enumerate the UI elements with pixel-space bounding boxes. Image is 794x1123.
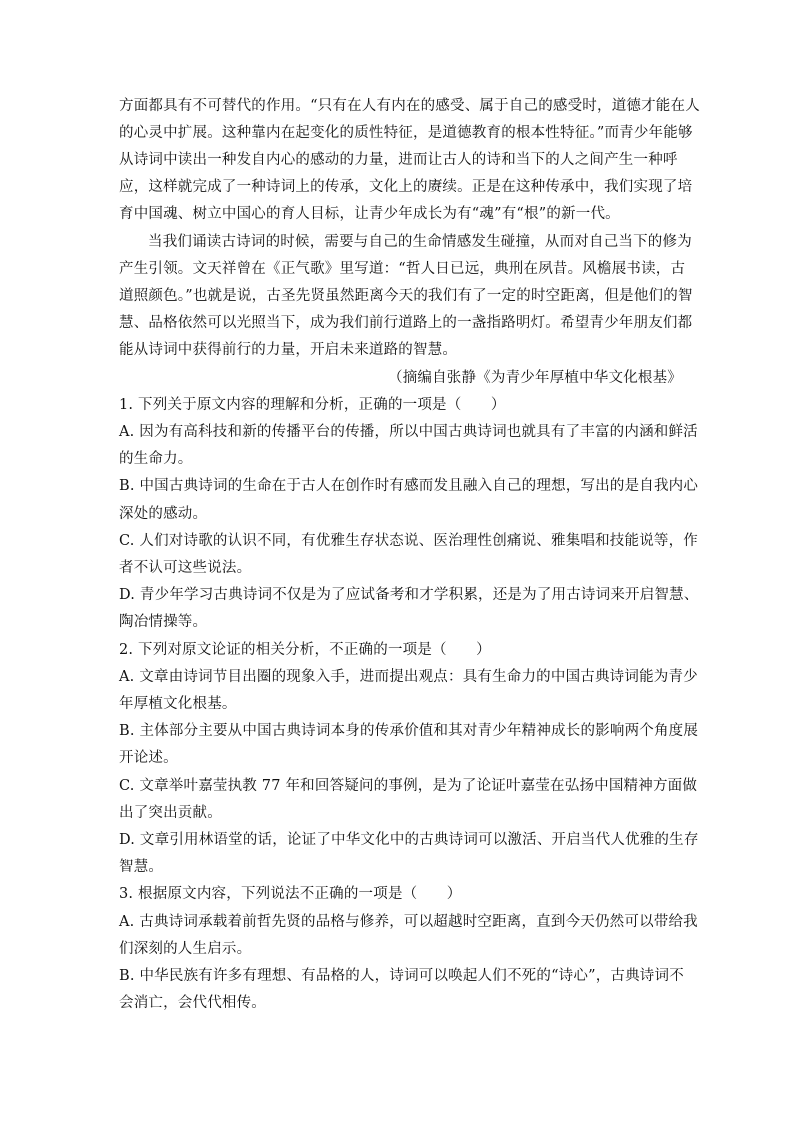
passage-line: 从诗词中读出一种发自内心的感动的力量，进而让古人的诗和当下的人之间产生一种呼: [119, 152, 678, 168]
question-1-option-c-cont: 者不认可这些说法。: [119, 560, 252, 576]
question-1-option-c: C. 人们对诗歌的认识不同，有优雅生存状态说、医治理性创痛说、雅集唱和技能说等，作: [119, 533, 698, 549]
question-2-option-c-cont: 出了突出贡献。: [119, 805, 222, 821]
question-3-option-a-cont: 们深刻的人生启示。: [119, 941, 252, 957]
passage-line: 产生引领。文天祥曾在《正气歌》里写道：“哲人日已远，典刑在夙昔。风檐展书读，古: [119, 261, 686, 277]
source-citation: （摘编自张静《为青少年厚植中华文化根基》: [388, 370, 682, 386]
question-3-stem: 3. 根据原文内容，下列说法不正确的一项是（ ）: [119, 886, 462, 902]
passage-line: 应，这样就完成了一种诗词上的传承，文化上的赓续。正是在这种传承中，我们实现了培: [119, 179, 693, 195]
passage-line: 的心灵中扩展。这种靠内在起变化的质性特征，是道德教育的根本性特征。”而青少年能够: [119, 125, 693, 141]
question-1-option-d: D. 青少年学习古典诗词不仅是为了应试备考和才学积累，还是为了用古诗词来开启智慧、: [119, 587, 699, 603]
question-3-option-b: B. 中华民族有许多有理想、有品格的人，诗词可以唤起人们不死的“诗心”，古典诗词不: [119, 968, 684, 984]
passage-line: 道照颜色。”也就是说，古圣先贤虽然距离今天的我们有了一定的时空距离，但是他们的智: [119, 288, 693, 304]
question-2-option-a-cont: 年厚植文化根基。: [119, 696, 237, 712]
question-2-option-b-cont: 开论述。: [119, 750, 178, 766]
question-1-option-b-cont: 深处的感动。: [119, 506, 208, 522]
passage-line: 方面都具有不可替代的作用。“只有在人有内在的感受、属于自己的感受时，道德才能在人: [119, 98, 700, 114]
question-3-option-b-cont: 会消亡，会代代相传。: [119, 995, 266, 1011]
question-1-option-a-cont: 的生命力。: [119, 451, 193, 467]
question-2-stem: 2. 下列对原文论证的相关分析，不正确的一项是（ ）: [119, 642, 491, 658]
question-1-stem: 1. 下列关于原文内容的理解和分析，正确的一项是（ ）: [119, 397, 506, 413]
question-1-option-d-cont: 陶冶情操等。: [119, 614, 208, 630]
question-2-option-d: D. 文章引用林语堂的话，论证了中华文化中的古典诗词可以激活、开启当代人优雅的生存: [119, 832, 699, 848]
passage-line: 育中国魂、树立中国心的育人目标，让青少年成长为有“魂”有“根”的新一代。: [119, 206, 620, 222]
question-2-option-b: B. 主体部分主要从中国古典诗词本身的传承价值和其对青少年精神成长的影响两个角度展: [119, 723, 699, 739]
question-1-option-b: B. 中国古典诗词的生命在于古人在创作时有感而发且融入自己的理想，写出的是自我内心: [119, 478, 699, 494]
question-2-option-a: A. 文章由诗词节目出圈的现象入手，进而提出观点：具有生命力的中国古典诗词能为青少: [119, 669, 698, 685]
question-1-option-a: A. 因为有高科技和新的传播平台的传播，所以中国古典诗词也就具有了丰富的内涵和鲜活: [119, 424, 698, 440]
passage-line: 能从诗词中获得前行的力量，开启未来道路的智慧。: [119, 342, 458, 358]
passage-line: 慧、品格依然可以光照当下，成为我们前行道路上的一盏指路明灯。希望青少年朋友们都: [119, 315, 693, 331]
question-2-option-c: C. 文章举叶嘉莹执教 77 年和回答疑问的事例，是为了论证叶嘉莹在弘扬中国精神方面做: [119, 778, 698, 794]
question-3-option-a: A. 古典诗词承载着前哲先贤的品格与修养，可以超越时空距离，直到今天仍然可以带给我: [119, 914, 698, 930]
question-2-option-d-cont: 智慧。: [119, 859, 164, 875]
passage-line: 当我们诵读古诗词的时候，需要与自己的生命情感发生碰撞，从而对自己当下的修为: [148, 234, 692, 250]
